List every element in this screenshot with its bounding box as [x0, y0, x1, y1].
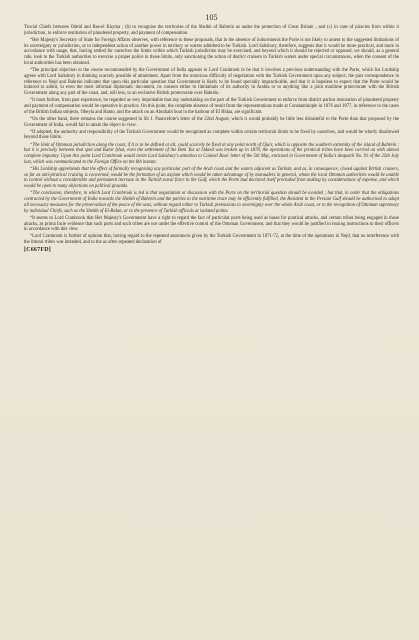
paragraph: “Her Majesty's Secretary of State for Foreign Affairs observes, with reference to these proposals, that in the absence of inducements the Porte is not likely to assent to the suggested limitations of its sovereignty or jurisdiction, or to independent action of another power in territory or waters admitted to be Turkish. Lord Salisbury, therefore, suggests that it would be more practical, and more in accordance with usage, that, having settled for ourselves the limits within which Turkish jurisdiction may be exercised, and beyond which it should be rejected or opposed, we should, as a general rule, look to the Turkish authorities to exercise a proper police in those limits, only sanctioning the action of district cruisers in Turkish waters under special circumstances, when the consent of the local authorities has been obtained. [24, 37, 399, 66]
paragraph: “If adopted, the authority and responsibility of the Turkish Government would be recognised as complete within certain territorial limits to be fixed by ourselves, and would be wholly disallowed beyond those limits. [24, 129, 399, 141]
paragraph: “It must further, from past experience, be regarded as very improbable that any undertaking on the part of the Turkish Government to enforce from district parties restoration of plundered property and payment of compensation would be operative in practice. On this point, the complete absence of result from the representations made at Constantinople in 1876 and 1877, in reference to the cases of the British Indian subjects, Obeyla and Hamo, and the attack on an Abuthabi boat in the harbour of El Bidaa, are significant. [24, 98, 399, 115]
paragraph: “His Lordship apprehends that the effect of formally recognising any particular part of the Arab coast and the waters adjacent as Turkish, and as, in consequence, closed against British cruisers, so far as anti-piratical cruising is concerned, would be the formation of an asylum which would be taken advantage of by marauders in general, whom the local Ottoman authorities would be unable to control without a considerable and permanent increase to the Turkish naval force in the Gulf, which the Porte had declared itself precluded from making by considerations of expense, and which would be open to many objections on political grounds. [24, 166, 399, 190]
paragraph: “The principal objection to the course recommended by the Government of India appears to Lord Cranbrook to be that it involves a previous understanding with the Porte, which his Lordship agrees with Lord Salisbury in thinking scarcely possible of attainment. Apart from the notorious difficulty of negotiation with the Turkish Government upon any subject, the past correspondence in reference to Nejd and Bahrein indicates that upon this particular question that Government is likely to be found specially impracticable, and that it is hopeless to expect that the Porte would be induced to admit, in even the most informal diplomatic document, its consent either to limitations of its authority in Arabia or to anything like a joint maritime protectorate with the British Government along any part of the coast, and, still less, to an exclusive British protectorate over Bahrein. [24, 68, 399, 97]
paragraph: “Lord Cranbrook is further of opinion that, having regard to the repeated assurances given by the Turkish Government in 1871-72, at the time of the operations in Nejd, that no interference with the littoral tribes was intended, and to the as often repeated declaration of [24, 234, 399, 246]
paragraph: “On the other hand, there remains the course suggested in Sir J. Pauncefote's letter of the 22nd August, which it would probably be little less distasteful to the Porte than that proposed by the Government of India, would fail to attain the object in view. [24, 116, 399, 128]
document-body [24, 25, 399, 246]
paragraph: Trucial Chiefs between Odeid and Ras-el Khyma ; (b) to recognise the territories of the Sheikh of Bahrein as under the protection of Great Britain ; and (c) in case of piracies from within it jurisdiction, to enforce restitution of plundered property, and payment of compensation. [24, 25, 399, 36]
paragraph: “The limit of Ottoman jurisdiction along the coast, if it is to be defined at all, could scarcely be fixed at any point north of Ojair, which is opposite the southern extremity of the island of Bahrein ; but it is precisely between that spot and Katar (that, even the settlement of the Beni Yas at Odaed was broken up in 1878, the operations of the piratical tribes have been carried on with almost complete impunity. Upon this point Lord Cranbrook would invite Lord Salisbury's attention to Colonel Ross' letter of the 5th May, enclosed in Government of India's despatch No. 91 of the 25th July last, which was communicated to the Foreign Office on the 6th instant. [24, 142, 399, 165]
paragraph: “The conclusion, therefore, to which Lord Cranbrook is led is that negotiation or discussion with the Porte on the territorial question should be avoided ; but that, in order that the obligations contracted by the Government of India towards the Sheikh of Bahrein and the parties to the maritime truce may be efficiently fulfilled, the Resident in the Persian Gulf should be authorised to adopt all necessary measures for the preservation of the peace of the seas, without regard either to Turkish pretensions to sovereignty over the whole Arab coast, or to the recognition of Ottoman supremacy by individual Chiefs, such as the Sheikh of El-Bidaa, or to the presence of Turkish officials at isolated points. [24, 191, 399, 214]
page-number: 105 [205, 13, 218, 22]
print-reference: [C667FD] [24, 247, 51, 254]
paragraph: “It seems to Lord Cranbrook that Her Majesty's Government have a right to regard the fact of particular ports being used as bases for piratical attacks, and certain tribes being engaged in those attacks, as prima facie evidence that such ports and such tribes are not under the effective control of the Ottoman Government, and that they would be justified in issuing instructions to their officers in accordance with this view. [24, 215, 399, 233]
